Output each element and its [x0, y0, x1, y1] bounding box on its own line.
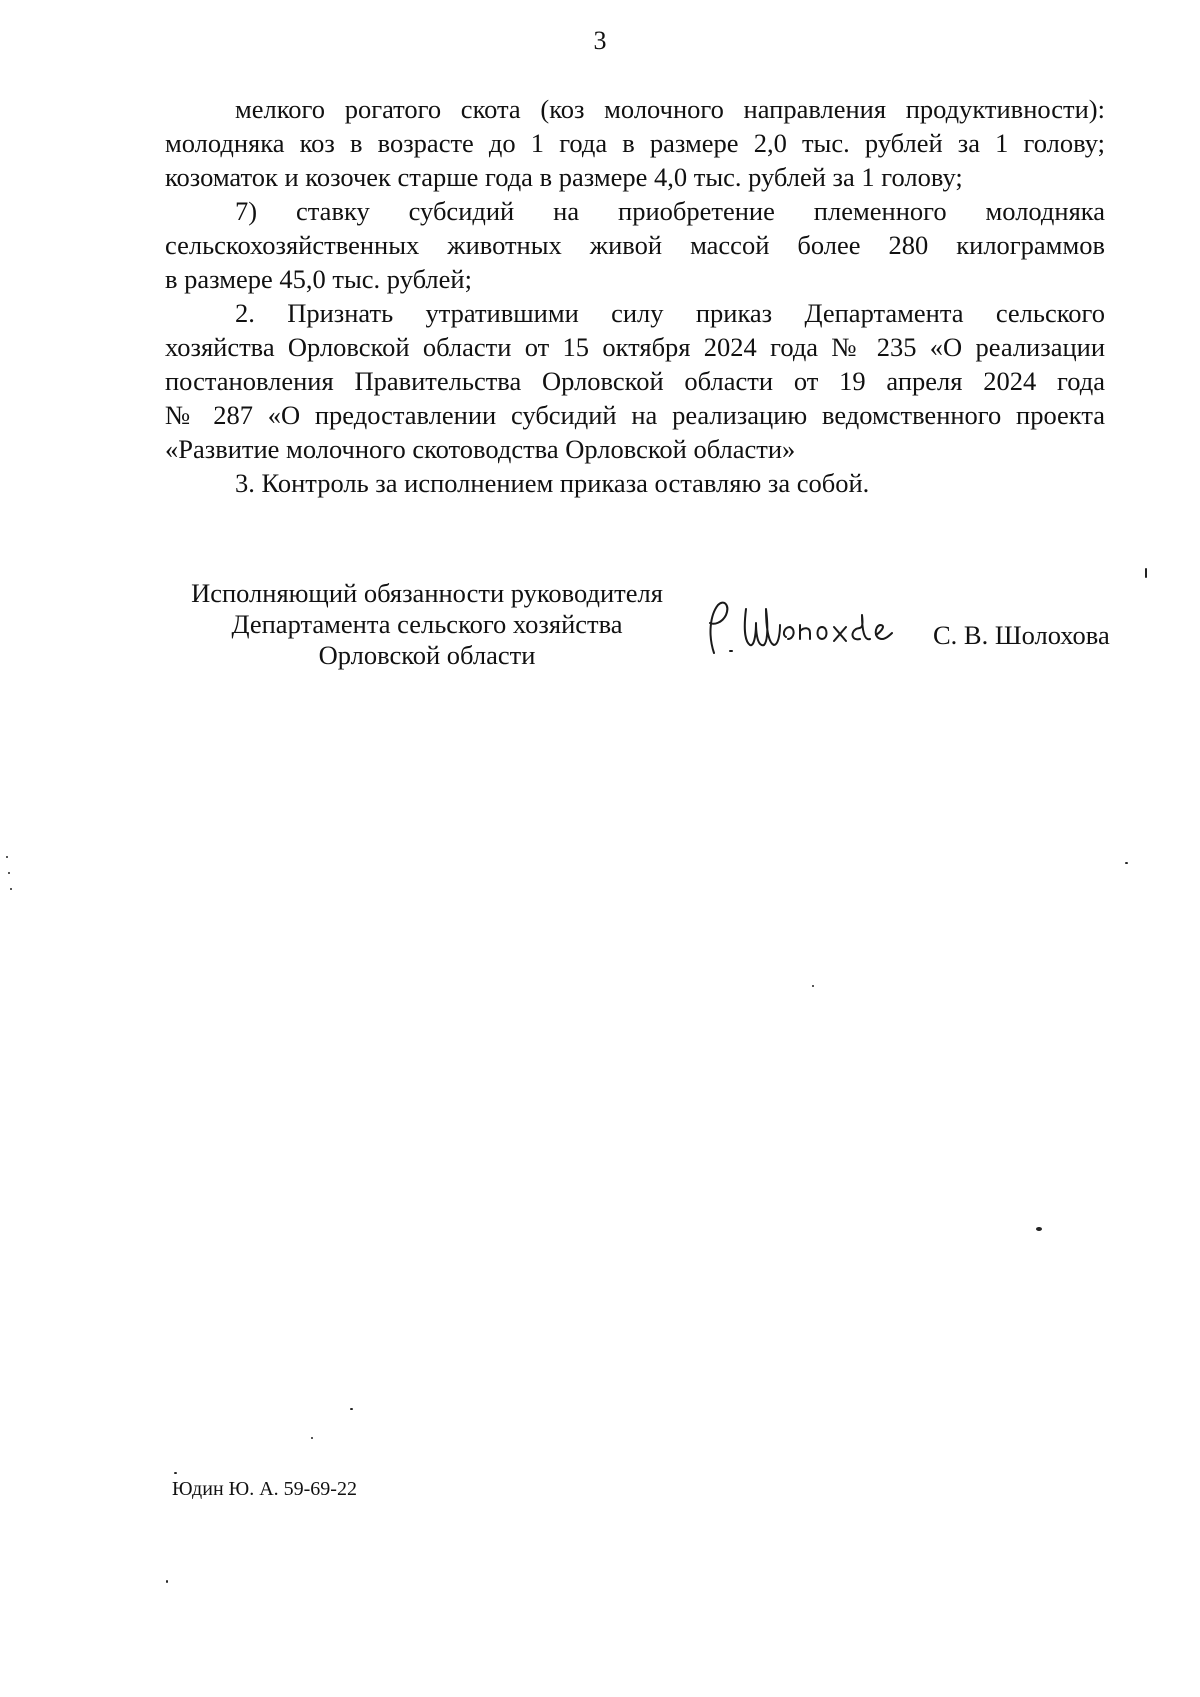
handwritten-signature	[700, 595, 900, 665]
scan-speck	[1036, 1227, 1042, 1231]
signature-block	[172, 578, 682, 671]
scan-speck	[1145, 568, 1147, 578]
scan-speck	[1125, 862, 1128, 864]
paragraph-line: № 287 «О предоставлении субсидий на реализацию ведомственного проекта	[165, 400, 1105, 430]
position-line: Исполняющий обязанности руководителя	[191, 578, 663, 608]
paragraph-line: в размере 45,0 тыс. рублей;	[165, 264, 472, 294]
paragraph-line: козоматок и козочек старше года в размере 4,0 тыс. рублей за 1 голову;	[165, 162, 963, 192]
scan-speck	[6, 856, 8, 858]
position-line: Департамента сельского хозяйства	[231, 609, 623, 639]
paragraph-line: «Развитие молочного скотоводства Орловской области»	[165, 434, 796, 464]
document-body	[165, 92, 1105, 500]
position-line: Орловской области	[318, 640, 536, 670]
scan-speck	[8, 872, 10, 874]
paragraph-line: 2. Признать утратившими силу приказ Департамента сельского	[235, 298, 1105, 328]
paragraph-line: сельскохозяйственных животных живой массой более 280 килограммов	[165, 230, 1105, 260]
signer-name: С. В. Шолохова	[933, 620, 1110, 650]
scan-speck	[350, 1408, 353, 1410]
page-number: 3	[593, 26, 607, 55]
paragraph-line: постановления Правительства Орловской области от 19 апреля 2024 года	[165, 366, 1105, 396]
paragraph-line: молодняка коз в возрасте до 1 года в размере 2,0 тыс. рублей за 1 голову;	[165, 128, 1105, 158]
scan-speck	[10, 888, 12, 890]
scan-speck	[311, 1437, 313, 1439]
executor-contact: Юдин Ю. А. 59-69-22	[172, 1478, 357, 1500]
paragraph-line: 3. Контроль за исполнением приказа оставляю за собой.	[235, 468, 870, 498]
scan-speck	[174, 1472, 177, 1474]
scan-speck	[812, 985, 814, 987]
paragraph-line: мелкого рогатого скота (коз молочного направления продуктивности):	[235, 94, 1105, 124]
scan-speck	[166, 1580, 168, 1583]
paragraph-line: хозяйства Орловской области от 15 октября 2024 года № 235 «О реализации	[165, 332, 1105, 362]
paragraph-line: 7) ставку субсидий на приобретение племенного молодняка	[235, 196, 1105, 226]
